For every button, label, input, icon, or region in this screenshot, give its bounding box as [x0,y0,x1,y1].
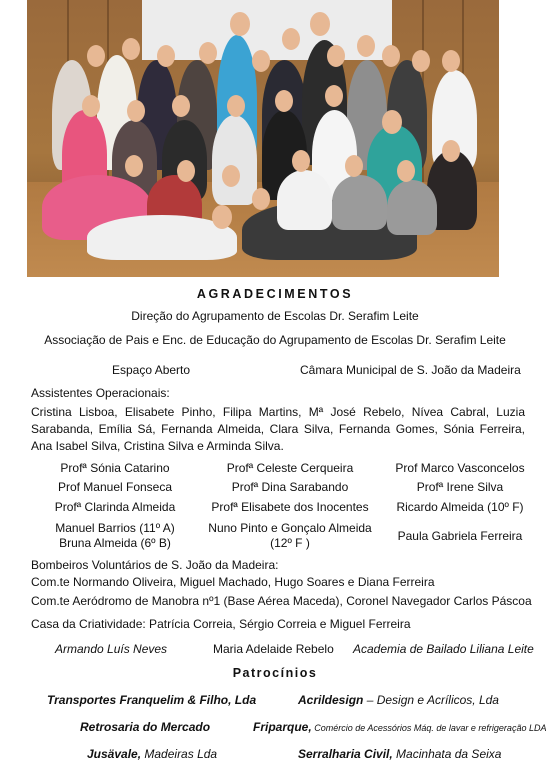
face [252,50,270,72]
face [157,45,175,67]
face [442,50,460,72]
group-photo [27,0,499,277]
face [442,140,460,162]
sponsor [298,693,499,708]
teacher-name: Profª Elisabete dos Inocentes [211,500,369,514]
assistants-label: Assistentes Operacionais: [31,386,170,400]
face [87,45,105,67]
teacher-name: Profª Celeste Cerqueira [226,461,354,475]
sponsor: Retrosaria do Mercado [80,720,211,734]
face [177,160,195,182]
sponsor-name: Serralharia Civil, [298,747,393,761]
face [199,42,217,64]
face [230,12,250,36]
face [382,45,400,67]
face [172,95,190,117]
student-name: Nuno Pinto e Gonçalo Almeida [208,521,372,535]
person [332,175,387,230]
face [327,45,345,67]
face [397,160,415,182]
face [82,95,100,117]
projection-screen [142,0,392,60]
student-name: Paula Gabriela Ferreira [397,529,523,543]
face [127,100,145,122]
sponsor-name: Friparque, [253,720,312,734]
teacher-name: Profª Dina Sarabando [231,480,349,494]
face [282,28,300,50]
sponsor-desc: Comércio de Acessórios Máq. de lavar e refrigeração LDA [311,723,547,733]
sponsor [87,747,217,762]
face [345,155,363,177]
teacher-name: Profª Clarinda Almeida [54,500,176,514]
other-thanks: Maria Adelaide Rebelo [213,642,334,656]
firefighters-line-2: Com.te Aeródromo de Manobra nº1 (Base Aérea Maceda), Coronel Navegador Carlos Páscoa [31,594,532,608]
thanks-heading: AGRADECIMENTOS [196,287,354,301]
student-name: Bruna Almeida (6º B) [59,536,171,550]
face [122,38,140,60]
sponsor-desc: Macinhata da Seixa [392,747,502,761]
person [387,180,437,235]
thanks-direction: Direção do Agrupamento de Escolas Dr. Serafim Leite [131,309,419,323]
other-thanks: Academia de Bailado Liliana Leite [353,642,534,656]
face [292,150,310,172]
teacher-name: Ricardo Almeida (10º F) [396,500,524,514]
teacher-name: Profª Sónia Catarino [60,461,170,475]
face [325,85,343,107]
thanks-parents-association: Associação de Pais e Enc. de Educação do Agrupamento de Escolas Dr. Serafim Leite [44,333,506,347]
thanks-camara-municipal: Câmara Municipal de S. João da Madeira [300,363,521,377]
sponsor-desc: Madeiras Lda [141,747,218,761]
sponsor [298,747,501,762]
thanks-espaco-aberto: Espaço Aberto [112,363,191,377]
assistants-names: Cristina Lisboa, Elisabete Pinho, Filipa Martins, Mª José Rebelo, Nívea Cabral, Luzia Sarabanda, Emília Sá, Fernanda Almeida, Clara Silva, Fernanda Gomes, Sónia Ferreira, Ana Isabel Silva, Cristina Silva e Arminda Silva. [31,405,525,453]
face [357,35,375,57]
student-name: Manuel Barrios (11º A) [55,521,175,535]
firefighters-line-1: Com.te Normando Oliveira, Miguel Machado, Hugo Soares e Diana Ferreira [31,575,435,589]
sponsor-desc: – Design e Acrílicos, Lda [363,693,499,707]
face [275,90,293,112]
firefighters-label: Bombeiros Voluntários de S. João da Madeira: [31,558,279,572]
face [382,110,402,134]
teacher-name: Prof Marco Vasconcelos [395,461,525,475]
face [310,12,330,36]
face [412,50,430,72]
sponsor [253,720,546,736]
face [212,205,232,229]
teacher-name: Profª Irene Silva [416,480,504,494]
face [125,155,143,177]
student-name: (12º F ) [270,536,310,550]
face [227,95,245,117]
person [212,115,257,205]
sponsors-heading: Patrocínios [232,666,318,680]
face [252,188,270,210]
sponsor-name: Jusävale, [87,747,142,761]
sponsor: Transportes Franquelim & Filho, Lda [47,693,257,707]
person [277,170,332,230]
creativity-house: Casa da Criatividade: Patrícia Correia, Sérgio Correia e Miguel Ferreira [31,617,411,631]
other-thanks: Armando Luís Neves [55,642,168,656]
sponsor-name: Acrildesign [298,693,364,707]
face [222,165,240,187]
teacher-name: Prof Manuel Fonseca [57,480,173,494]
